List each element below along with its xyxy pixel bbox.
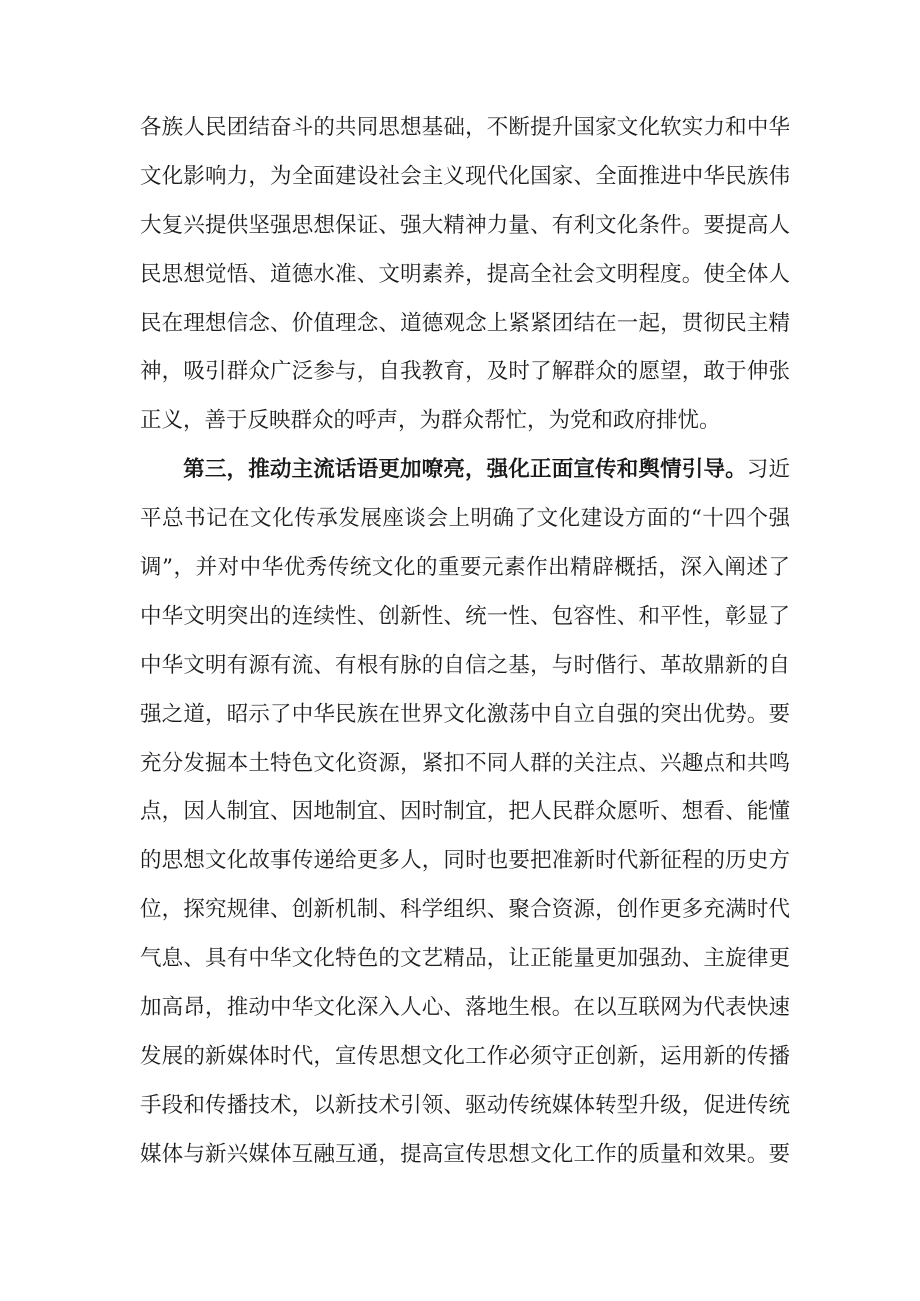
paragraph-line: 充分发掘本土特色文化资源，紧扣不同人群的关注点、兴趣点和共鸣 (140, 750, 790, 776)
paragraph-line: 位，探究规律、创新机制、科学组织、聚合资源，创作更多充满时代 (140, 897, 790, 923)
paragraph-line: 民在理想信念、价值理念、道德观念上紧紧团结在一起，贯彻民主精 (140, 310, 790, 336)
paragraph-line: 大复兴提供坚强思想保证、强大精神力量、有利文化条件。要提高人 (140, 212, 790, 238)
paragraph-line: 民思想觉悟、道德水准、文明素养，提高全社会文明程度。使全体人 (140, 261, 790, 287)
paragraph-line: 手段和传播技术，以新技术引领、驱动传统媒体转型升级，促进传统 (140, 1092, 790, 1118)
paragraph-line: 中华文明突出的连续性、创新性、统一性、包容性、和平性，彰显了 (140, 603, 790, 629)
paragraph-line: 平总书记在文化传承发展座谈会上明确了文化建设方面的“十四个强 (140, 506, 790, 532)
paragraph-line: 强之道，昭示了中华民族在世界文化激荡中自立自强的突出优势。要 (140, 701, 790, 727)
paragraph-line: 调”，并对中华优秀传统文化的重要元素作出精辟概括，深入阐述了 (140, 555, 790, 581)
paragraph-line: 加高昂，推动中华文化深入人心、落地生根。在以互联网为代表快速 (140, 995, 790, 1021)
paragraph-line: 点，因人制宜、因地制宜、因时制宜，把人民群众愿听、想看、能懂 (140, 799, 790, 825)
paragraph-first-line (140, 446, 790, 495)
paragraph-line: 神，吸引群众广泛参与，自我教育，及时了解群众的愿望，敢于伸张 (140, 359, 790, 385)
paragraph-line: 正义，善于反映群众的呼声，为群众帮忙，为党和政府排忧。 (140, 408, 721, 434)
paragraph-line: 中华文明有源有流、有根有脉的自信之基，与时偕行、革故鼎新的自 (140, 652, 790, 678)
section-heading: 第三，推动主流话语更加嘹亮，强化正面宣传和舆情引导。 (183, 457, 747, 483)
paragraph-line: 各族人民团结奋斗的共同思想基础，不断提升国家文化软实力和中华 (140, 115, 790, 140)
paragraph-line: 的思想文化故事传递给更多人，同时也要把准新时代新征程的历史方 (140, 848, 790, 874)
paragraph-line: 媒体与新兴媒体互融互通，提高宣传思想文化工作的质量和效果。要 (140, 1141, 790, 1167)
paragraph-line: 文化影响力，为全面建设社会主义现代化国家、全面推进中华民族伟 (140, 163, 790, 189)
paragraph-1 (140, 104, 790, 446)
paragraph-line: 气息、具有中华文化特色的文艺精品，让正能量更加强劲、主旋律更 (140, 946, 790, 972)
document-body (140, 104, 790, 1180)
heading-continuation: 习近 (746, 457, 790, 483)
paragraph-line: 发展的新媒体时代，宣传思想文化工作必须守正创新，运用新的传播 (140, 1043, 790, 1069)
paragraph-2 (140, 446, 790, 1179)
